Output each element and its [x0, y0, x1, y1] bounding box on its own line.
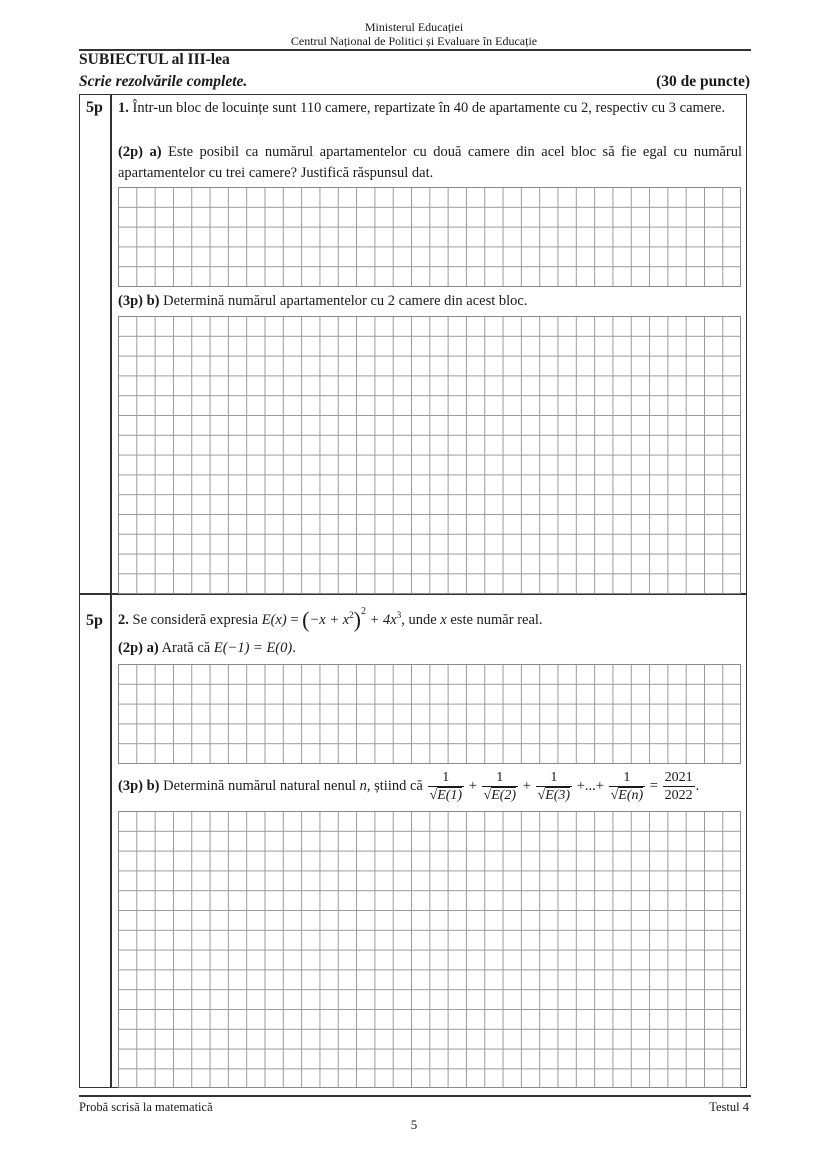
problem-2-suffix: , unde [401, 612, 437, 628]
problem-2a-formula: E(−1) = E(0) [213, 640, 293, 656]
total-points: (30 de puncte) [656, 73, 750, 90]
problem-2a-text: Arată că [161, 640, 211, 656]
problem-1a-text: Este posibil ca numărul apartamentelor cu două camere din acel bloc să fie egal cu numărul apartamentelor cu trei camere? Justifică răspunsul dat. [118, 144, 743, 181]
sum-term-1: $\frac{1}{√E(1)}$ [429, 769, 463, 803]
footer-exam-name: Probă scrisă la matematică [79, 1100, 213, 1114]
problem-1b-points: (3p) [118, 293, 143, 309]
sum-term-n: $\frac{1}{√E(n)}$ [610, 769, 644, 803]
expression-E: $E(x) = (-x + x^2)^2 + 4x^3$ [261, 606, 402, 632]
subject-instruction: Scrie rezolvările complete. [79, 73, 248, 90]
problem-2-points: 5p [86, 612, 103, 629]
problem-2a: (2p) a) Arată că E(−1) = E(0). [118, 640, 296, 656]
header-center: Centrul Național de Politici și Evaluare în Educație [290, 34, 538, 48]
problem-2a-label: a) [146, 640, 159, 656]
subject-title: SUBIECTUL al III-lea [79, 51, 230, 68]
header-ministry: Ministerul Educației [364, 20, 464, 34]
problem-1-number: 1. [118, 100, 129, 116]
answer-grid-2b[interactable] [118, 811, 741, 1088]
problem-2a-points: (2p) [118, 640, 143, 656]
problem-1b-label: b) [146, 293, 160, 309]
problem-1-text: Într-un bloc de locuințe sunt 110 camere, repartizate în 40 de apartamente cu 2, respectiv cu 3 camere. [132, 100, 726, 116]
problem-2b-text: Determină numărul natural nenul [163, 778, 357, 794]
answer-grid-1a[interactable] [118, 187, 741, 287]
sum-result: $\frac{2021}{2022}$ [664, 769, 693, 803]
footer-rule [79, 1095, 751, 1097]
problem-1-statement [118, 98, 742, 119]
answer-grid-1b[interactable] [118, 316, 741, 594]
problem-2-prefix: Se consideră expresia [132, 612, 259, 628]
sum-term-3: $\frac{1}{√E(3)}$ [537, 769, 571, 803]
page-number: 5 [410, 1117, 418, 1132]
variable-x: x [440, 612, 447, 628]
problem-2b-label: b) [146, 778, 160, 794]
problem-1b [118, 291, 742, 312]
points-column-divider [110, 94, 112, 1088]
problem-2b-points: (3p) [118, 778, 143, 794]
footer-test-number: Testul 4 [709, 1100, 749, 1114]
answer-grid-2a[interactable] [118, 664, 741, 764]
problem-1b-text: Determină numărul apartamentelor cu 2 camere din acest bloc. [163, 293, 528, 309]
problem-2-statement [118, 601, 742, 631]
problem-2-number: 2. [118, 612, 129, 628]
problem-1-points: 5p [86, 99, 103, 116]
problem-2b: (3p) b) Determină numărul natural nenul n, știind că $\frac{1}{√E(1)}$ + $\frac{1}{√E(2)}$ + $\frac{1}{√E(3)}$ +...+ $\frac{1}{√E(n)}$ = $\frac{2021}{2022}$ . [118, 769, 700, 803]
sum-term-2: $\frac{1}{√E(2)}$ [483, 769, 517, 803]
problem-1a [118, 142, 742, 184]
variable-n: n [359, 778, 367, 794]
problem-1a-label: a) [149, 144, 162, 160]
problem-1a-points: (2p) [118, 144, 143, 160]
problem-2-end: este număr real. [450, 612, 543, 628]
